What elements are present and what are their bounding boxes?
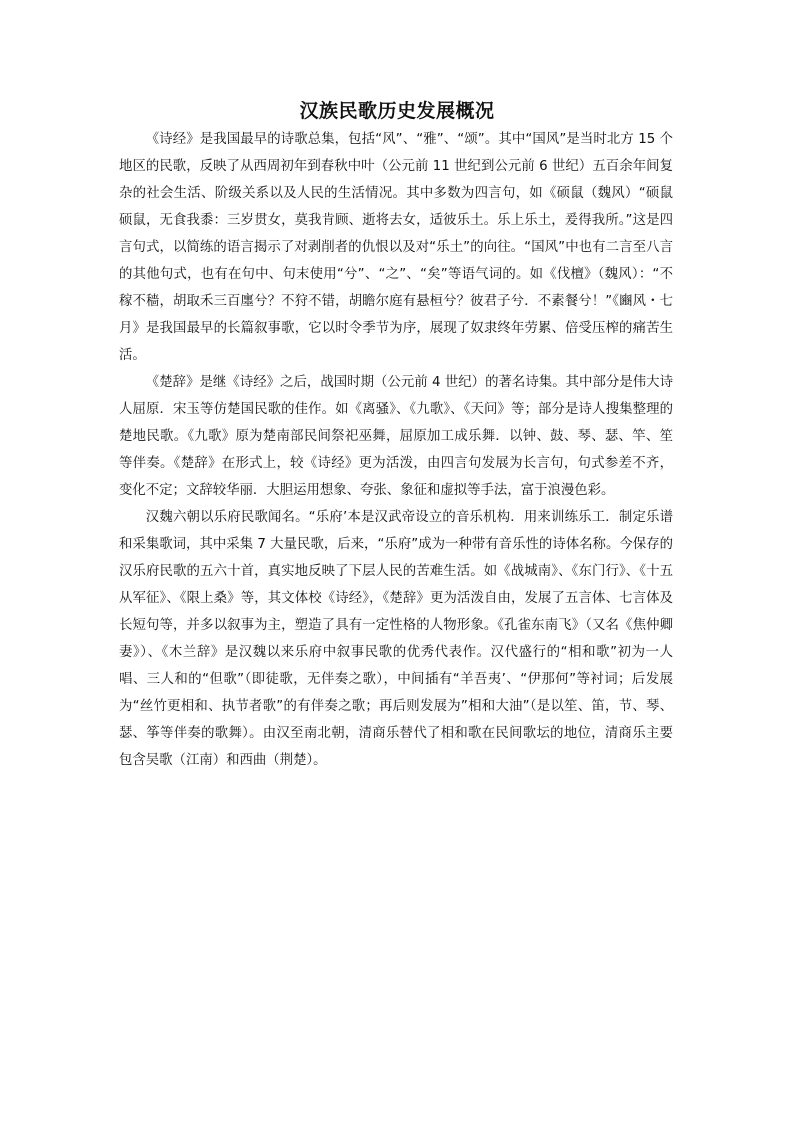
document-title: 汉族民歌历史发展概况 <box>299 100 495 122</box>
paragraph-chuci: 《楚辞》是继《诗经》之后，战国时期（公元前 4 世纪）的著名诗集。其中部分是伟大诗人屈原．宋玉等仿楚国民歌的佳作。如《离骚》、《九歌》、《天问》等；部分是诗人搜集整理的楚地民歌。《九歌》原为楚南部民间祭祀巫舞，屈原加工成乐舞．以钟、鼓、琴、瑟、竿、笙等伴奏。《楚辞》在形式上，较《诗经》更为活泼，由四言句发展为长言句，句式参差不齐，变化不定；文辞较华丽．大胆运用想象、夸张、象征和虚拟等手法，富于浪漫色彩。 <box>119 375 673 498</box>
document-body <box>119 126 673 774</box>
paragraph-shijing: 《诗经》是我国最早的诗歌总集，包括“风”、“雅”、“颂”。其中“国风”是当时北方 15 个地区的民歌，反映了从西周初年到春秋中叶（公元前 11 世纪到公元前 6 世纪）五百余年间复杂的社会生活、阶级关系以及人民的生活情况。其中多数为四言句，如《硕鼠（魏风）“硕鼠硕鼠，无食我黍：三岁贯女，莫我肯顾、逝将去女，适彼乐土。乐上乐土，爰得我所。”这是四言句式，以简练的语言揭示了对剥削者的仇恨以及对“乐土”的向往。“国风”中也有二言至八言的其他句式，也有在句中、句末使用“兮”、“之”、“矣”等语气词的。如《伐檀》（魏风）：“不稼不穑，胡取禾三百廛兮？不狩不错，胡瞻尔庭有悬桓兮？彼君子兮．不素餐兮！”《豳风・七月》是我国最早的长篇叙事歌，它以时令季节为序，展现了奴隶终年劳累、倍受压榨的痛苦生活。 <box>119 132 673 363</box>
paragraph-yuefu: 汉魏六朝以乐府民歌闻名。“乐府’本是汉武帝设立的音乐机构．用来训练乐工．制定乐谱和采集歌词，其中采集 7 大量民歌，后来，“乐府”成为一种带有音乐性的诗体名称。今保存的汉乐府民歌的五六十首，真实地反映了下层人民的苦难生活。如《战城南》、《东门行》、《十五从军征》、《限上桑》等，其文体校《诗经》，《楚辞》更为活泼自由，发展了五言体、七言体及长短句等，并多以叙事为主，塑造了具有一定性格的人物形象。《孔雀东南飞》（又名《焦仲卿妻》）、《木兰辞》是汉魏以来乐府中叙事民歌的优秀代表作。汉代盛行的“相和歌”初为一人唱、三人和的“但歌”（即徒歌，无伴奏之歌），中间插有“羊吾夷’、“伊那何”等衬词；后发展为“丝竹更相和、执节者歌”的有伴奏之歌；再后则发展为”相和大油”（是以笙、笛，节、琴、瑟、筝等伴奏的歌舞）。由汉至南北朝，清商乐替代了相和歌在民间歌坛的地位，清商乐主要包含吴歌（江南）和西曲（荆楚）。 <box>119 510 673 768</box>
